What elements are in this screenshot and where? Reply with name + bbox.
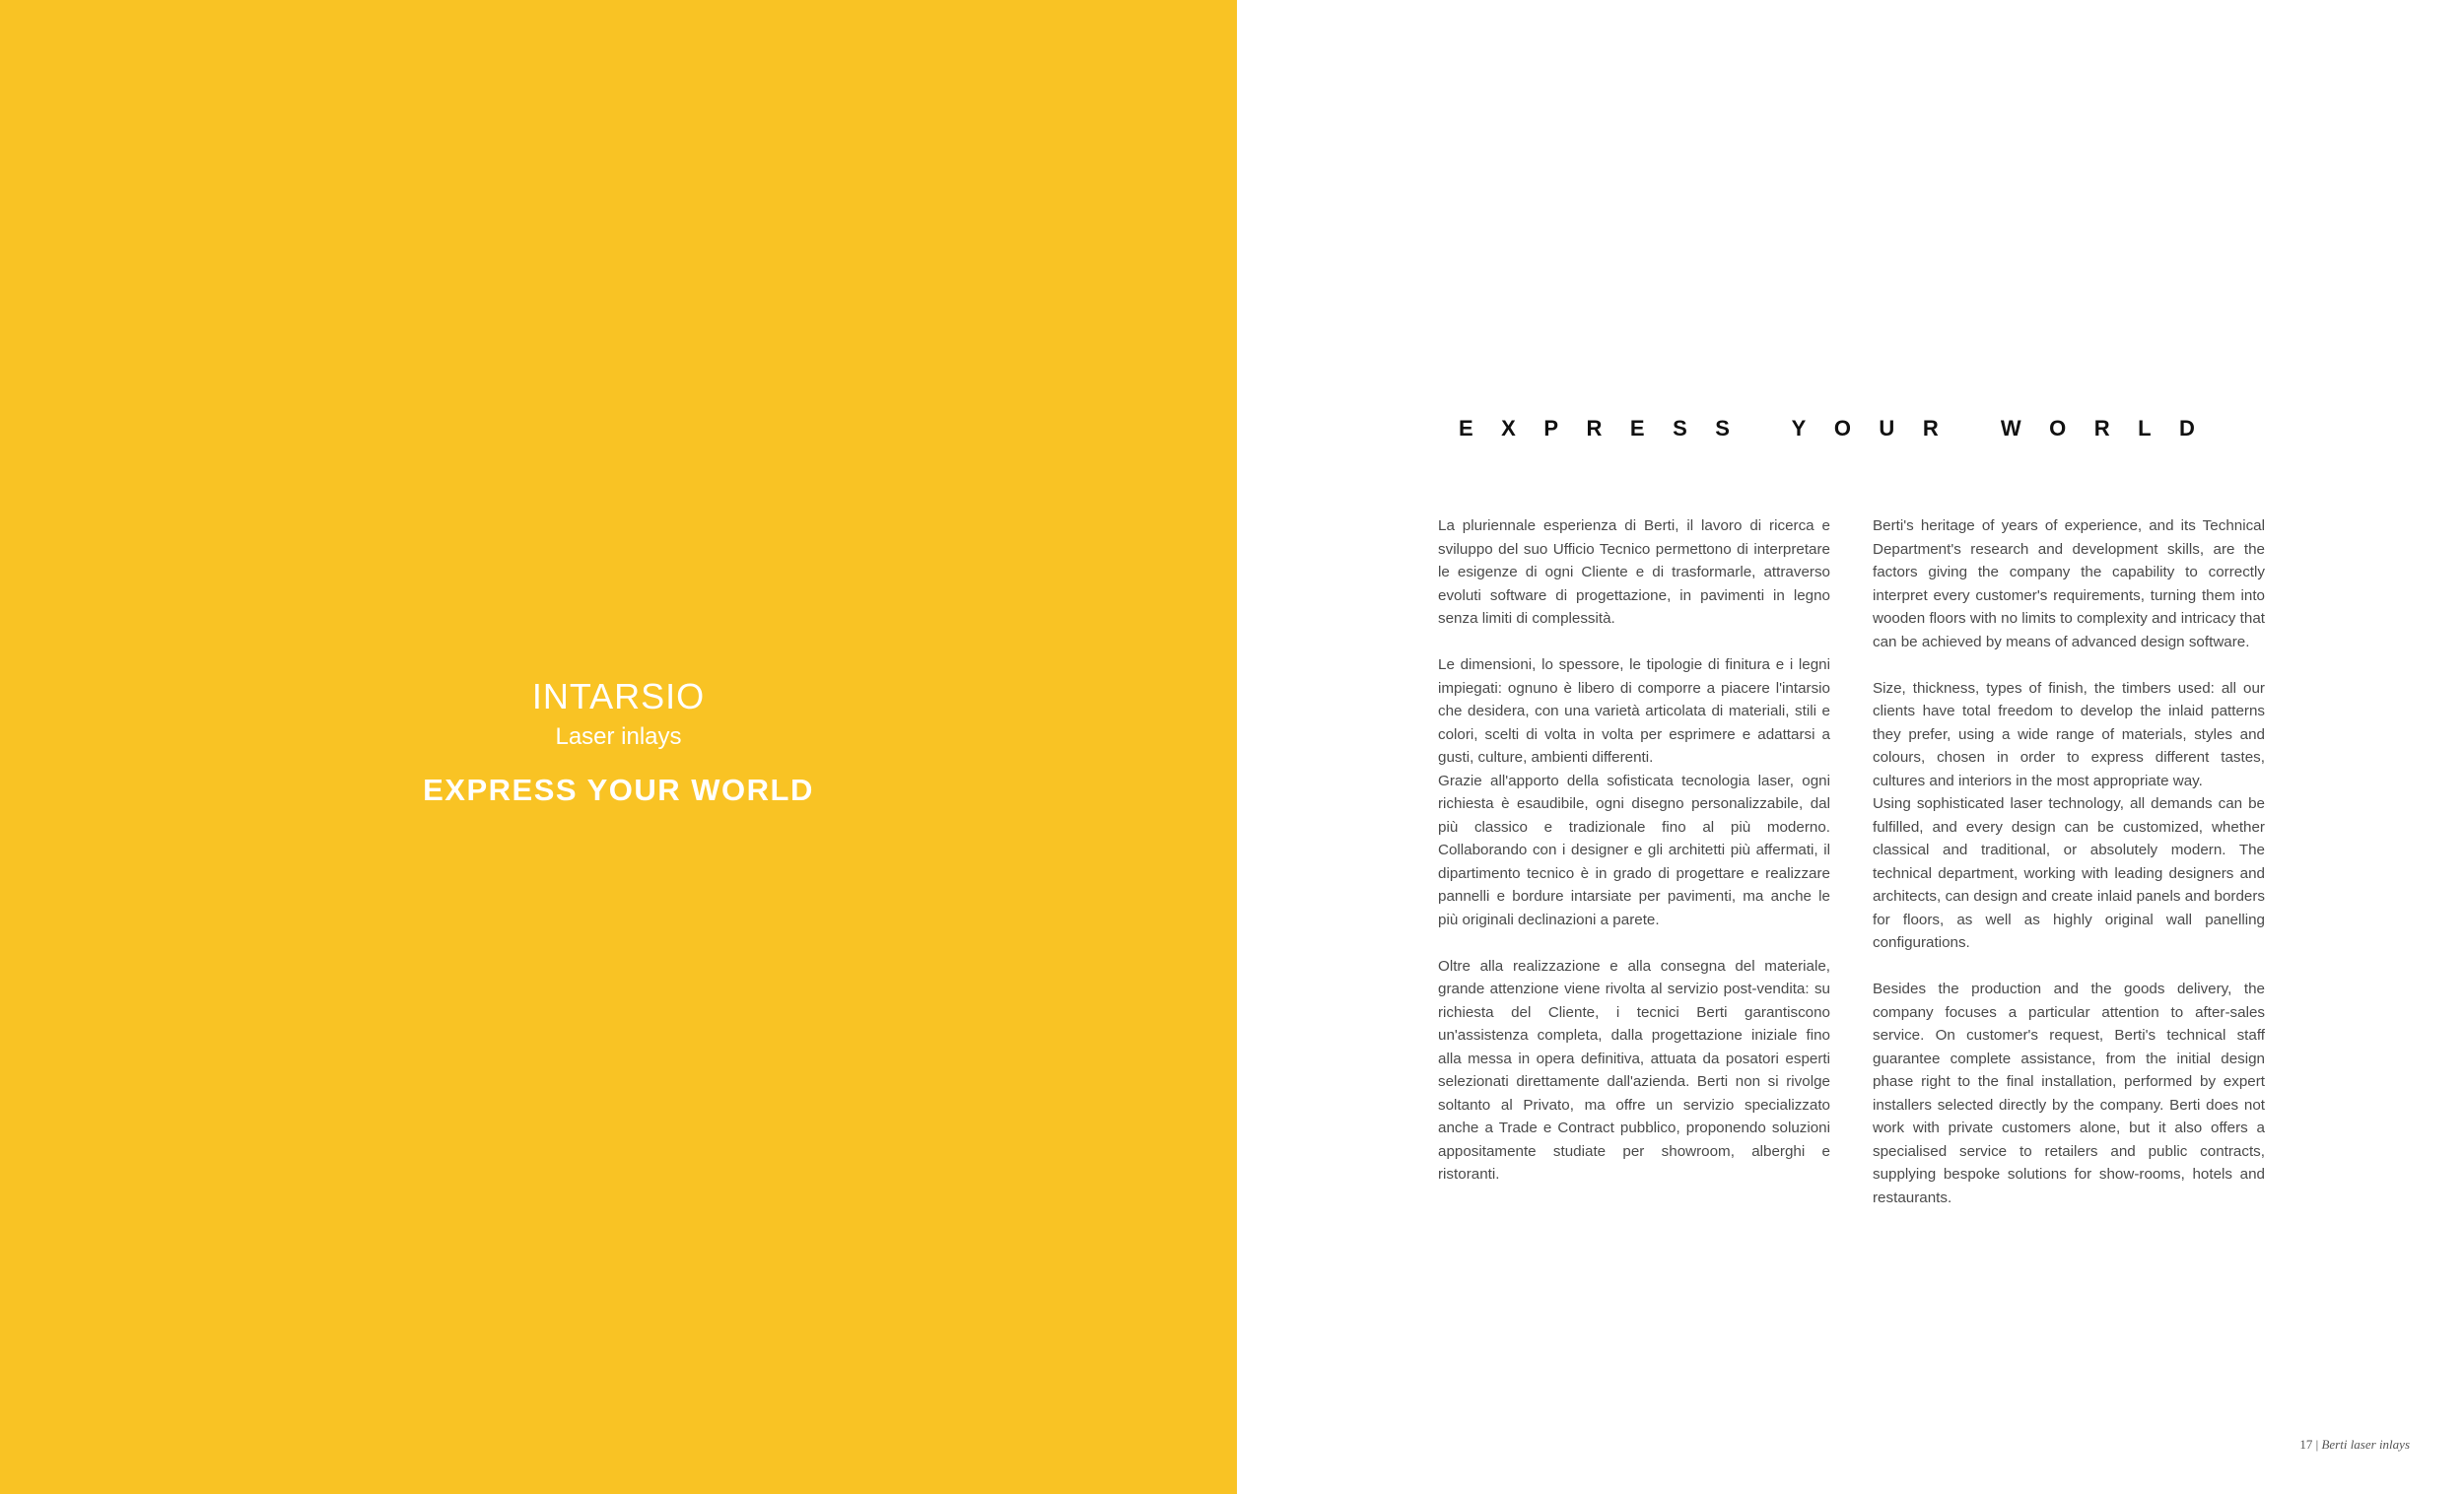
- section-title: INTARSIO: [531, 676, 706, 716]
- footer-title: Berti laser inlays: [2321, 1437, 2410, 1452]
- italian-paragraph: Oltre alla realizzazione e alla consegna del materiale, grande attenzione viene rivolta al servizio post-vendita: su richiesta del Cliente, i tecnici Berti garantiscono un'assistenza completa, dalla progettazione iniziale fino alla messa in opera definitiva, attuata da posatori esperti selezionati direttamente dall'azienda. Berti non si rivolge soltanto al Privato, ma offre un servizio specializzato anche a Trade e Contract pubblico, proponendo soluzioni appositamente studiate per showroom, alberghi e ristoranti.: [1438, 957, 1830, 1183]
- english-paragraph: Besides the production and the goods delivery, the company focuses a particular attention to after-sales service. On customer's request, Berti's technical staff guarantee complete assistance, from the initial design phase right to the final installation, performed by expert installers selected directly by the company. Berti does not work with private customers alone, but it also offers a specialised service to retailers and public contracts, supplying bespoke solutions for show-rooms, hotels and restaurants.: [1873, 981, 2265, 1206]
- page-number: 17: [2299, 1437, 2313, 1452]
- italian-text-column: [1438, 514, 1830, 1187]
- page-footer: [2299, 1437, 2410, 1453]
- section-subtitle: Laser inlays: [555, 723, 682, 750]
- english-paragraph: Using sophisticated laser technology, all demands can be fulfilled, and every design can be customized, whether classical and traditional, or absolutely modern. The technical department, working with leading designers and architects, can design and create inlaid panels and borders for floors, as well as highly original wall panelling configurations.: [1873, 795, 2265, 951]
- section-tagline: EXPRESS YOUR WORLD: [423, 773, 814, 807]
- page-heading: EXPRESS YOUR WORLD: [1459, 416, 2224, 441]
- italian-paragraph: Grazie all'apporto della sofisticata tecnologia laser, ogni richiesta è esaudibile, ogni disegno personalizzabile, dal più classico e tradizionale fino al più moderno. Collaborando con i designer e gli architetti più affermati, il dipartimento tecnico è in grado di progettare e realizzare pannelli e bordure intarsiate per pavimenti, ma anche le più originali declinazioni a parete.: [1438, 772, 1830, 928]
- english-paragraph: Size, thickness, types of finish, the timbers used: all our clients have total freedom to develop the inlaid patterns they prefer, using a wide range of materials, styles and colours, chosen in order to express different tastes, cultures and interiors in the most appropriate way.: [1873, 679, 2265, 789]
- italian-paragraph: La pluriennale esperienza di Berti, il lavoro di ricerca e sviluppo del suo Ufficio Tecnico permettono di interpretare le esigenze di ogni Cliente e di trasformarle, attraverso evoluti software di progettazione, in pavimenti in legno senza limiti di complessità.: [1438, 517, 1830, 627]
- italian-paragraph: Le dimensioni, lo spessore, le tipologie di finitura e i legni impiegati: ognuno è libero di comporre a piacere l'intarsio che desidera, con una varietà articolata di materiali, stili e colori, scelti di volta in volta per esprimere e adattarsi a gusti, culture, ambienti differenti.: [1438, 656, 1830, 766]
- footer-separator: |: [2315, 1437, 2319, 1452]
- english-paragraph: Berti's heritage of years of experience, and its Technical Department's research and development skills, are the factors giving the company the capability to correctly interpret every customer's requirements, turning them into wooden floors with no limits to complexity and intricacy that can be achieved by means of advanced design software.: [1873, 517, 2265, 650]
- english-text-column: [1873, 514, 2265, 1209]
